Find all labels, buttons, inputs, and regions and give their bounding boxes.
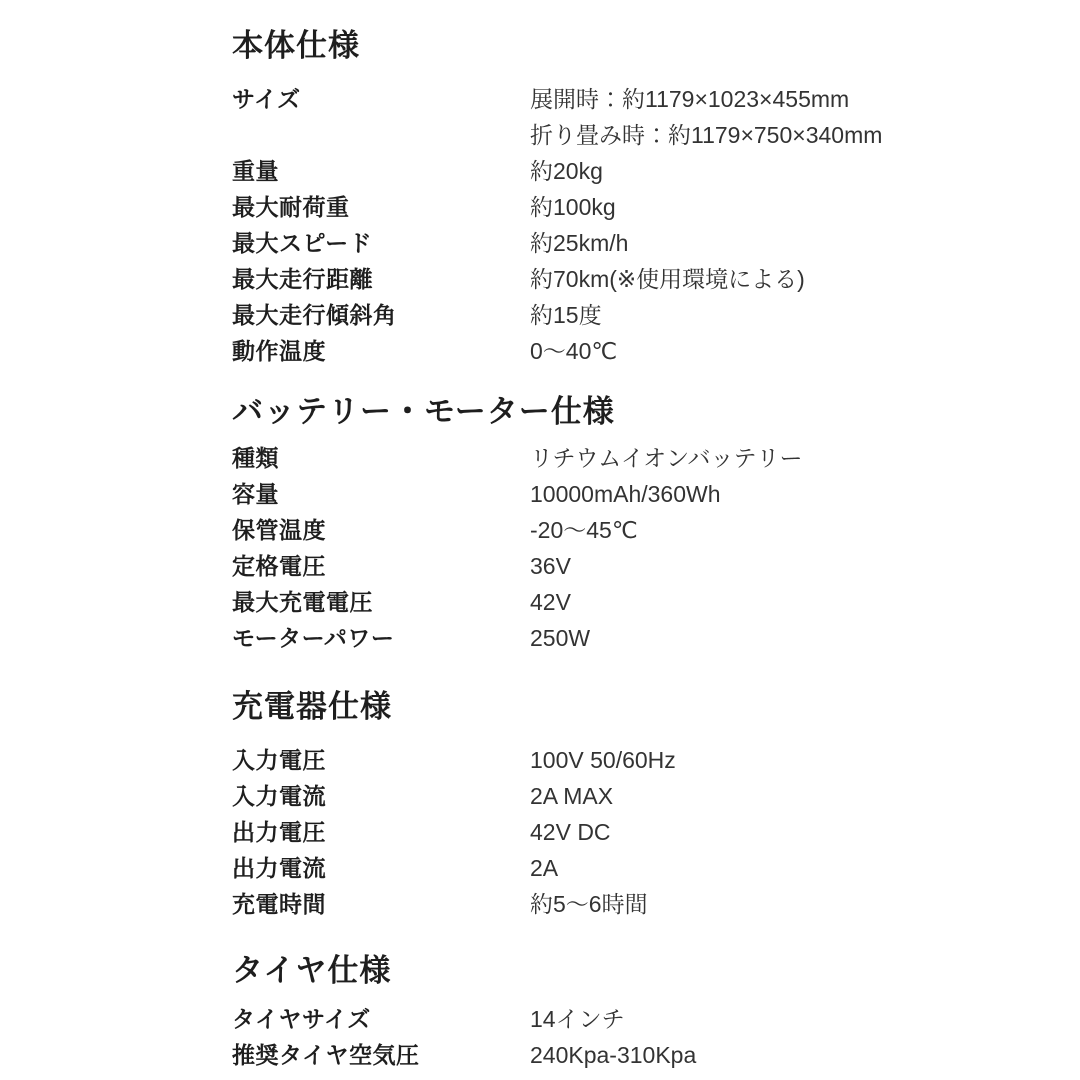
section-charger-specs <box>232 687 1050 922</box>
spec-value-weight: 約20kg <box>530 158 603 184</box>
spec-value-battery-type: リチウムイオンバッテリー <box>530 445 803 471</box>
section-title-battery-motor: バッテリー・モーター仕様 <box>232 394 615 429</box>
spec-value-output-current: 2A <box>530 855 559 881</box>
spec-label-max-range: 最大走行距離 <box>232 266 373 292</box>
spec-value-operating-temp: 0～40℃ <box>530 338 618 364</box>
spec-label-max-incline: 最大走行傾斜角 <box>232 302 397 328</box>
spec-label-charge-time: 充電時間 <box>232 891 326 917</box>
section-battery-motor-specs <box>232 392 1050 656</box>
spec-row-output-voltage <box>232 814 1050 850</box>
spec-value-capacity: 10000mAh/360Wh <box>530 481 721 507</box>
spec-table-body <box>232 81 1050 369</box>
spec-row-capacity <box>232 476 1050 512</box>
spec-row-tire-pressure <box>232 1037 1050 1073</box>
spec-row-input-current <box>232 778 1050 814</box>
spec-row-max-speed <box>232 225 1050 261</box>
spec-label-capacity: 容量 <box>232 481 279 507</box>
spec-row-size <box>232 81 1050 153</box>
spec-value-max-range: 約70km(※使用環境による) <box>530 266 805 292</box>
spec-value-max-incline: 約15度 <box>530 302 602 328</box>
spec-row-output-current <box>232 850 1050 886</box>
spec-label-storage-temp: 保管温度 <box>232 517 326 543</box>
spec-table-charger <box>232 742 1050 922</box>
spec-label-max-load: 最大耐荷重 <box>232 194 350 220</box>
spec-value-motor-power: 250W <box>530 625 591 651</box>
spec-row-storage-temp <box>232 512 1050 548</box>
spec-value-size-unfolded: 展開時：約1179×1023×455mm <box>530 86 850 112</box>
spec-label-output-current: 出力電流 <box>232 855 326 881</box>
section-tire-specs <box>232 951 1050 1073</box>
section-title-charger: 充電器仕様 <box>232 689 392 724</box>
spec-value-rated-voltage: 36V <box>530 553 571 579</box>
section-title-body-specs: 本体仕様 <box>232 28 360 63</box>
spec-label-tire-pressure: 推奨タイヤ空気圧 <box>232 1042 420 1068</box>
spec-value-storage-temp: -20～45℃ <box>530 517 638 543</box>
spec-row-battery-type <box>232 440 1050 476</box>
spec-label-input-voltage: 入力電圧 <box>232 747 326 773</box>
spec-value-max-speed: 約25km/h <box>530 230 629 256</box>
spec-label-rated-voltage: 定格電圧 <box>232 553 326 579</box>
spec-row-input-voltage <box>232 742 1050 778</box>
spec-value-max-load: 約100kg <box>530 194 616 220</box>
spec-row-operating-temp <box>232 333 1050 369</box>
spec-label-battery-type: 種類 <box>232 445 279 471</box>
spec-row-tire-size <box>232 1001 1050 1037</box>
spec-label-weight: 重量 <box>232 158 279 184</box>
spec-label-operating-temp: 動作温度 <box>232 338 326 364</box>
spec-label-output-voltage: 出力電圧 <box>232 819 326 845</box>
section-body-specs <box>232 26 1050 369</box>
spec-value-charge-time: 約5～6時間 <box>530 891 648 917</box>
spec-value-input-current: 2A MAX <box>530 783 614 809</box>
spec-label-tire-size: タイヤサイズ <box>232 1006 371 1032</box>
spec-row-weight <box>232 153 1050 189</box>
spec-label-input-current: 入力電流 <box>232 783 326 809</box>
spec-row-motor-power <box>232 620 1050 656</box>
spec-label-max-speed: 最大スピード <box>232 230 373 256</box>
spec-value-tire-size: 14インチ <box>530 1006 625 1032</box>
spec-table-battery-motor <box>232 440 1050 656</box>
spec-value-size <box>530 81 1050 153</box>
spec-row-max-incline <box>232 297 1050 333</box>
spec-value-size-folded: 折り畳み時：約1179×750×340mm <box>530 122 883 148</box>
spec-row-max-load <box>232 189 1050 225</box>
spec-row-rated-voltage <box>232 548 1050 584</box>
spec-value-max-charge-voltage: 42V <box>530 589 571 615</box>
spec-label-size: サイズ <box>232 86 301 112</box>
section-title-tire: タイヤ仕様 <box>232 953 392 988</box>
spec-table-tire <box>232 1001 1050 1073</box>
spec-value-output-voltage: 42V DC <box>530 819 611 845</box>
spec-label-max-charge-voltage: 最大充電電圧 <box>232 589 373 615</box>
spec-row-charge-time <box>232 886 1050 922</box>
spec-row-max-range <box>232 261 1050 297</box>
spec-value-tire-pressure: 240Kpa-310Kpa <box>530 1042 697 1068</box>
spec-label-motor-power: モーターパワー <box>232 625 395 651</box>
spec-value-input-voltage: 100V 50/60Hz <box>530 747 676 773</box>
spec-row-max-charge-voltage <box>232 584 1050 620</box>
